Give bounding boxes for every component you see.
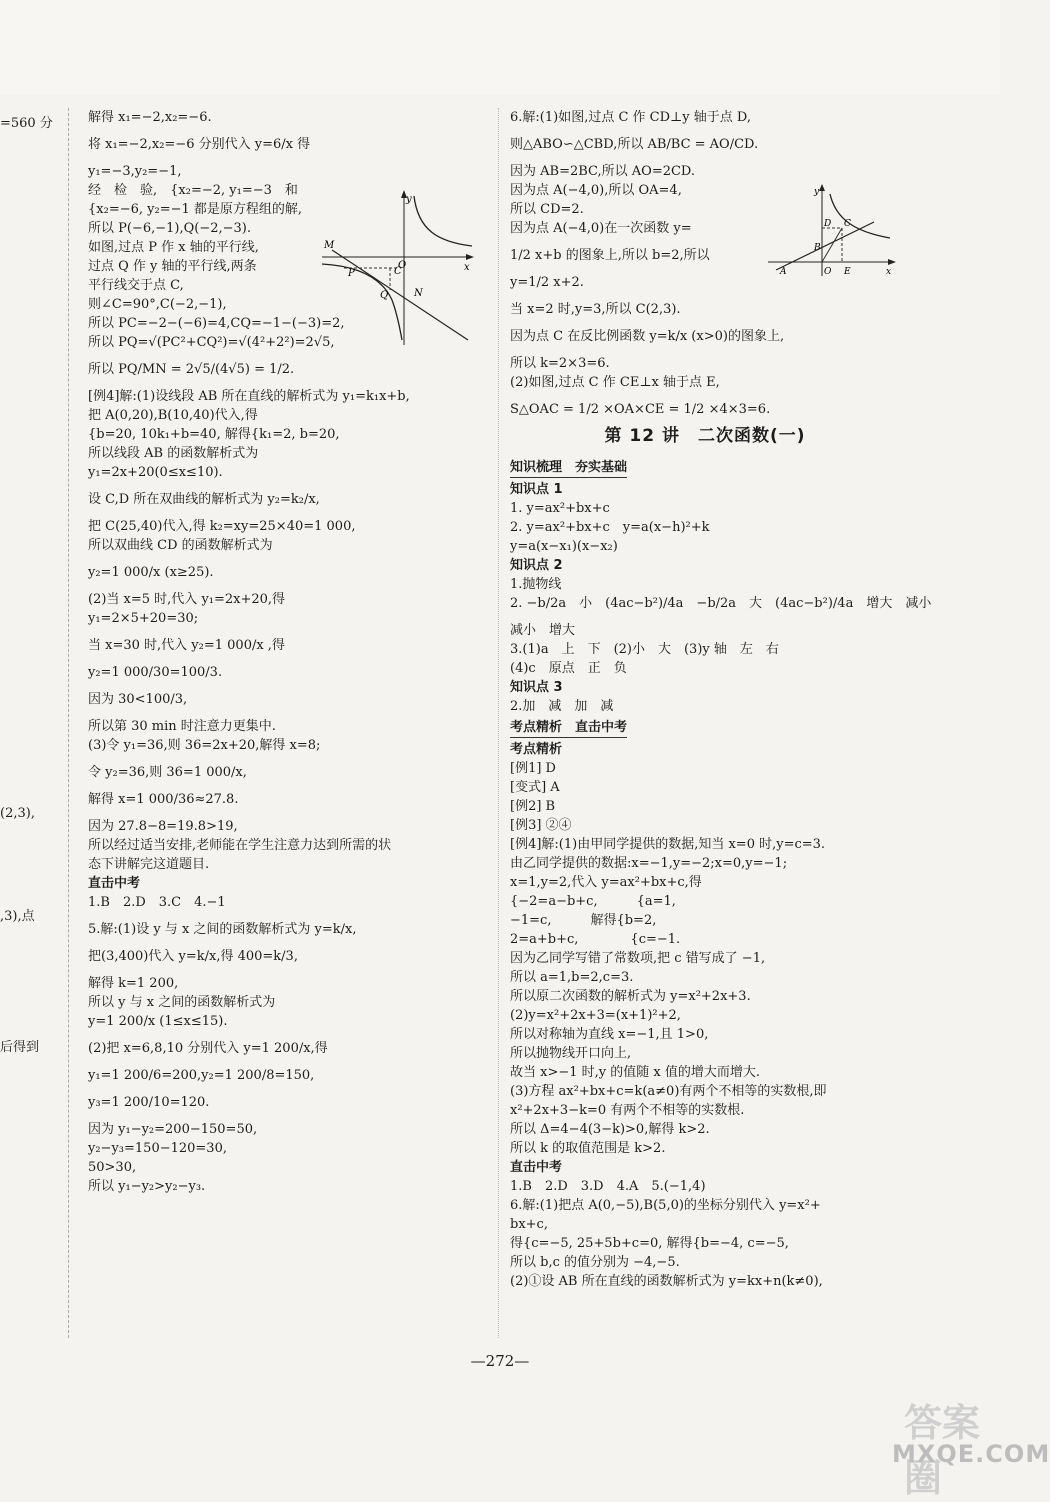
text-line: 所以 a=1,b=2,c=3.	[510, 970, 634, 985]
text-line: y₁=−3,y₂=−1,	[88, 164, 182, 179]
text-line: 将 x₁=−2,x₂=−6 分别代入 y=6/x 得	[88, 137, 311, 152]
text-line: y₂−y₃=150−120=30,	[88, 1141, 227, 1156]
text-line: 所以 PC=−2−(−6)=4,CQ=−1−(−3)=2,	[88, 316, 345, 331]
text-line: 因为点 A(−4,0)在一次函数 y=	[510, 221, 692, 236]
graph2-label-O: O	[824, 267, 832, 277]
text-line: 令 y₂=36,则 36=1 000/x,	[88, 765, 247, 780]
subheading: 直击中考	[510, 1160, 563, 1175]
watermark-text: 答案圈	[904, 1401, 981, 1500]
binding-margin-line	[68, 108, 69, 1338]
text-line: 2. y=ax²+bx+c y=a(x−h)²+k	[510, 520, 710, 535]
text-line: y₂=1 000/x (x≥25).	[88, 565, 214, 580]
top-margin	[0, 0, 1000, 95]
graph1-label-C: C	[394, 266, 402, 277]
text-line: 6.解:(1)把点 A(0,−5),B(5,0)的坐标分别代入 y=x²+	[510, 1198, 821, 1213]
text-line: [例1] D	[510, 761, 556, 776]
text-line: 减小 增大	[510, 623, 576, 638]
text-line: (4)c 原点 正 负	[510, 661, 627, 676]
graph2-label-x: x	[886, 267, 892, 277]
edge-fragment: 后得到	[0, 1040, 40, 1055]
text-line: 所以对称轴为直线 x=−1,且 1>0,	[510, 1027, 709, 1042]
text-line: 因为 30<100/3,	[88, 692, 188, 707]
text-line: 则△ABO∽△CBD,所以 AB/BC = AO/CD.	[510, 137, 759, 152]
graph2-label-y: y	[814, 187, 820, 197]
text-line: 因为 y₁−y₂=200−150=50,	[88, 1122, 258, 1137]
text-line: −1=c, 解得{b=2,	[510, 913, 657, 928]
section-heading: 知识梳理 夯实基础	[510, 458, 627, 478]
text-line: 1. y=ax²+bx+c	[510, 501, 610, 516]
text-line: 所以 k 的取值范围是 k>2.	[510, 1141, 666, 1156]
text-line: 所以经过适当安排,老师能在学生注意力达到所需的状	[88, 838, 392, 853]
graph1-label-N: N	[414, 288, 423, 299]
text-line: (3)方程 ax²+bx+c=k(a≠0)有两个不相等的实数根,即	[510, 1084, 827, 1099]
hyperbola-line-graph	[318, 190, 478, 350]
text-line: 所以抛物线开口向上,	[510, 1046, 632, 1061]
page-number: —272—	[470, 1352, 530, 1370]
text-line: 由乙同学提供的数据:x=−1,y=−2;x=0,y=−1;	[510, 856, 788, 871]
text-line: 3.(1)a 上 下 (2)小 大 (3)y 轴 左 右	[510, 642, 779, 657]
text-line: 得{c=−5, 25+5b+c=0, 解得{b=−4, c=−5,	[510, 1236, 789, 1251]
text-line: 2=a+b+c, {c=−1.	[510, 932, 681, 947]
text-line: 6.解:(1)如图,过点 C 作 CD⊥y 轴于点 D,	[510, 110, 751, 125]
text-line: y₃=1 200/10=120.	[88, 1095, 210, 1110]
text-line: 设 C,D 所在双曲线的解析式为 y₂=k₂/x,	[88, 492, 320, 507]
text-line: {−2=a−b+c, {a=1,	[510, 894, 676, 909]
graph2-label-B: B	[814, 243, 821, 253]
text-line: 把 C(25,40)代入,得 k₂=xy=25×40=1 000,	[88, 519, 356, 534]
text-line: y=1 200/x (1≤x≤15).	[88, 1014, 228, 1029]
text-line: {x₂=−6, y₂=−1 都是原方程组的解,	[88, 202, 303, 217]
text-line: 所以第 30 min 时注意力更集中.	[88, 719, 276, 734]
graph2-label-E: E	[844, 267, 851, 277]
text-line: y=1/2 x+2.	[510, 275, 584, 290]
text-line: 所以 PQ=√(PC²+CQ²)=√(4²+2²)=2√5,	[88, 335, 335, 350]
text-line: (2)如图,过点 C 作 CE⊥x 轴于点 E,	[510, 375, 720, 390]
text-line: 所以双曲线 CD 的函数解析式为	[88, 538, 273, 553]
text-line: y₁=1 200/6=200,y₂=1 200/8=150,	[88, 1068, 315, 1083]
text-line: 平行线交于点 C,	[88, 278, 184, 293]
section-heading: 考点精析 直击中考	[510, 718, 627, 738]
text-line: 因为点 A(−4,0),所以 OA=4,	[510, 183, 682, 198]
watermark	[782, 1392, 1050, 1500]
text-line: 1/2 x+b 的图象上,所以 b=2,所以	[510, 248, 710, 263]
text-line: 所以 k=2×3=6.	[510, 356, 610, 371]
graph1-label-y: y	[406, 194, 412, 205]
text-line: 则∠C=90°,C(−2,−1),	[88, 297, 227, 312]
text-line: 2.加 减 加 减	[510, 699, 614, 714]
graph2-label-C: C	[844, 219, 851, 229]
lecture-title: 第 12 讲 二次函数(一)	[604, 426, 806, 446]
text-line: 2. −b/2a 小 (4ac−b²)/4a −b/2a 大 (4ac−b²)/4a 增大 减小	[510, 596, 932, 611]
text-line: y=a(x−x₁)(x−x₂)	[510, 539, 618, 554]
text-line: 经 检 验, {x₂=−2, y₁=−3 和	[88, 183, 298, 198]
text-line: 5.解:(1)设 y 与 x 之间的函数解析式为 y=k/x,	[88, 922, 357, 937]
text-line: 态下讲解完这道题目.	[88, 857, 210, 872]
text-line: 1.抛物线	[510, 577, 562, 592]
text-line: 解得 x₁=−2,x₂=−6.	[88, 110, 212, 125]
graph1-label-M: M	[324, 240, 335, 251]
text-line: 过点 Q 作 y 轴的平行线,两条	[88, 259, 257, 274]
subheading: 知识点 3	[510, 680, 563, 695]
text-line: 解得 x=1 000/36≈27.8.	[88, 792, 239, 807]
text-line: {b=20, 10k₁+b=40, 解得{k₁=2, b=20,	[88, 427, 340, 442]
edge-fragment: ,3),点	[0, 909, 35, 924]
subheading: 知识点 1	[510, 482, 563, 497]
text-line: [例4]解:(1)设线段 AB 所在直线的解析式为 y₁=k₁x+b,	[88, 389, 410, 404]
text-line: x=1,y=2,代入 y=ax²+bx+c,得	[510, 875, 702, 890]
text-line: 当 x=30 时,代入 y₂=1 000/x ,得	[88, 638, 285, 653]
line-hyperbola-graph	[766, 184, 896, 280]
text-line: 所以 PQ/MN = 2√5/(4√5) = 1/2.	[88, 362, 295, 377]
text-line: 1.B 2.D 3.D 4.A 5.(−1,4)	[510, 1179, 706, 1194]
text-line: (2)①设 AB 所在直线的函数解析式为 y=kx+n(k≠0),	[510, 1274, 823, 1289]
text-line: y₁=2x+20(0≤x≤10).	[88, 465, 223, 480]
text-line: [例2] B	[510, 799, 556, 814]
text-line: y₂=1 000/30=100/3.	[88, 665, 223, 680]
subheading: 知识点 2	[510, 558, 563, 573]
text-line: 所以 y₁−y₂>y₂−y₃.	[88, 1179, 206, 1194]
text-line: [例3] ②④	[510, 818, 572, 833]
edge-fragment: =560 分	[0, 116, 53, 131]
text-line: 所以 P(−6,−1),Q(−2,−3).	[88, 221, 252, 236]
text-line: x²+2x+3−k=0 有两个不相等的实数根.	[510, 1103, 745, 1118]
text-line: 因为乙同学写错了常数项,把 c 错写成了 −1,	[510, 951, 766, 966]
text-line: y₁=2×5+20=30;	[88, 611, 199, 626]
text-line: S△OAC = 1/2 ×OA×CE = 1/2 ×4×3=6.	[510, 402, 771, 417]
graph1-label-P: P	[348, 268, 355, 279]
right-column	[510, 108, 932, 1291]
text-line: 1.B 2.D 3.C 4.−1	[88, 895, 226, 910]
text-line: 把(3,400)代入 y=k/x,得 400=k/3,	[88, 949, 298, 964]
text-line: 因为 27.8−8=19.8>19,	[88, 819, 238, 834]
text-line: 所以 b,c 的值分别为 −4,−5.	[510, 1255, 680, 1270]
text-line: 所以线段 AB 的函数解析式为	[88, 446, 259, 461]
watermark-url: MXQE.COM	[892, 1440, 1050, 1468]
graph2-label-A: A	[780, 267, 787, 277]
text-line: 所以 y 与 x 之间的函数解析式为	[88, 995, 276, 1010]
graph1-label-Q: Q	[380, 290, 389, 301]
text-line: 所以 Δ=4−4(3−k)>0,解得 k>2.	[510, 1122, 710, 1137]
text-line: 故当 x>−1 时,y 的值随 x 值的增大而增大.	[510, 1065, 760, 1080]
graph1-label-x: x	[464, 262, 470, 273]
edge-fragment: (2,3),	[0, 806, 35, 821]
text-line: 因为点 C 在反比例函数 y=k/x (x>0)的图象上,	[510, 329, 785, 344]
graph1-label-O: O	[398, 260, 407, 271]
text-line: 50>30,	[88, 1160, 137, 1175]
text-line: (3)令 y₁=36,则 36=2x+20,解得 x=8;	[88, 738, 321, 753]
text-line: [变式] A	[510, 780, 560, 795]
right-column-part-b	[510, 456, 932, 1291]
text-line: 所以原二次函数的解析式为 y=x²+2x+3.	[510, 989, 751, 1004]
text-line: (2)y=x²+2x+3=(x+1)²+2,	[510, 1008, 681, 1023]
text-line: (2)当 x=5 时,代入 y₁=2x+20,得	[88, 592, 286, 607]
subheading: 直击中考	[88, 876, 141, 891]
text-line: 当 x=2 时,y=3,所以 C(2,3).	[510, 302, 681, 317]
subheading: 考点精析	[510, 742, 563, 757]
column-divider	[498, 108, 499, 1338]
graph2-label-D: D	[824, 219, 832, 229]
text-line: 因为 AB=2BC,所以 AO=2CD.	[510, 164, 696, 179]
text-line: (2)把 x=6,8,10 分别代入 y=1 200/x,得	[88, 1041, 328, 1056]
text-line: bx+c,	[510, 1217, 548, 1232]
text-line: 如图,过点 P 作 x 轴的平行线,	[88, 240, 259, 255]
text-line: 把 A(0,20),B(10,40)代入,得	[88, 408, 258, 423]
text-line: [例4]解:(1)由甲同学提供的数据,知当 x=0 时,y=c=3.	[510, 837, 826, 852]
text-line: 所以 CD=2.	[510, 202, 584, 217]
text-line: 解得 k=1 200,	[88, 976, 179, 991]
